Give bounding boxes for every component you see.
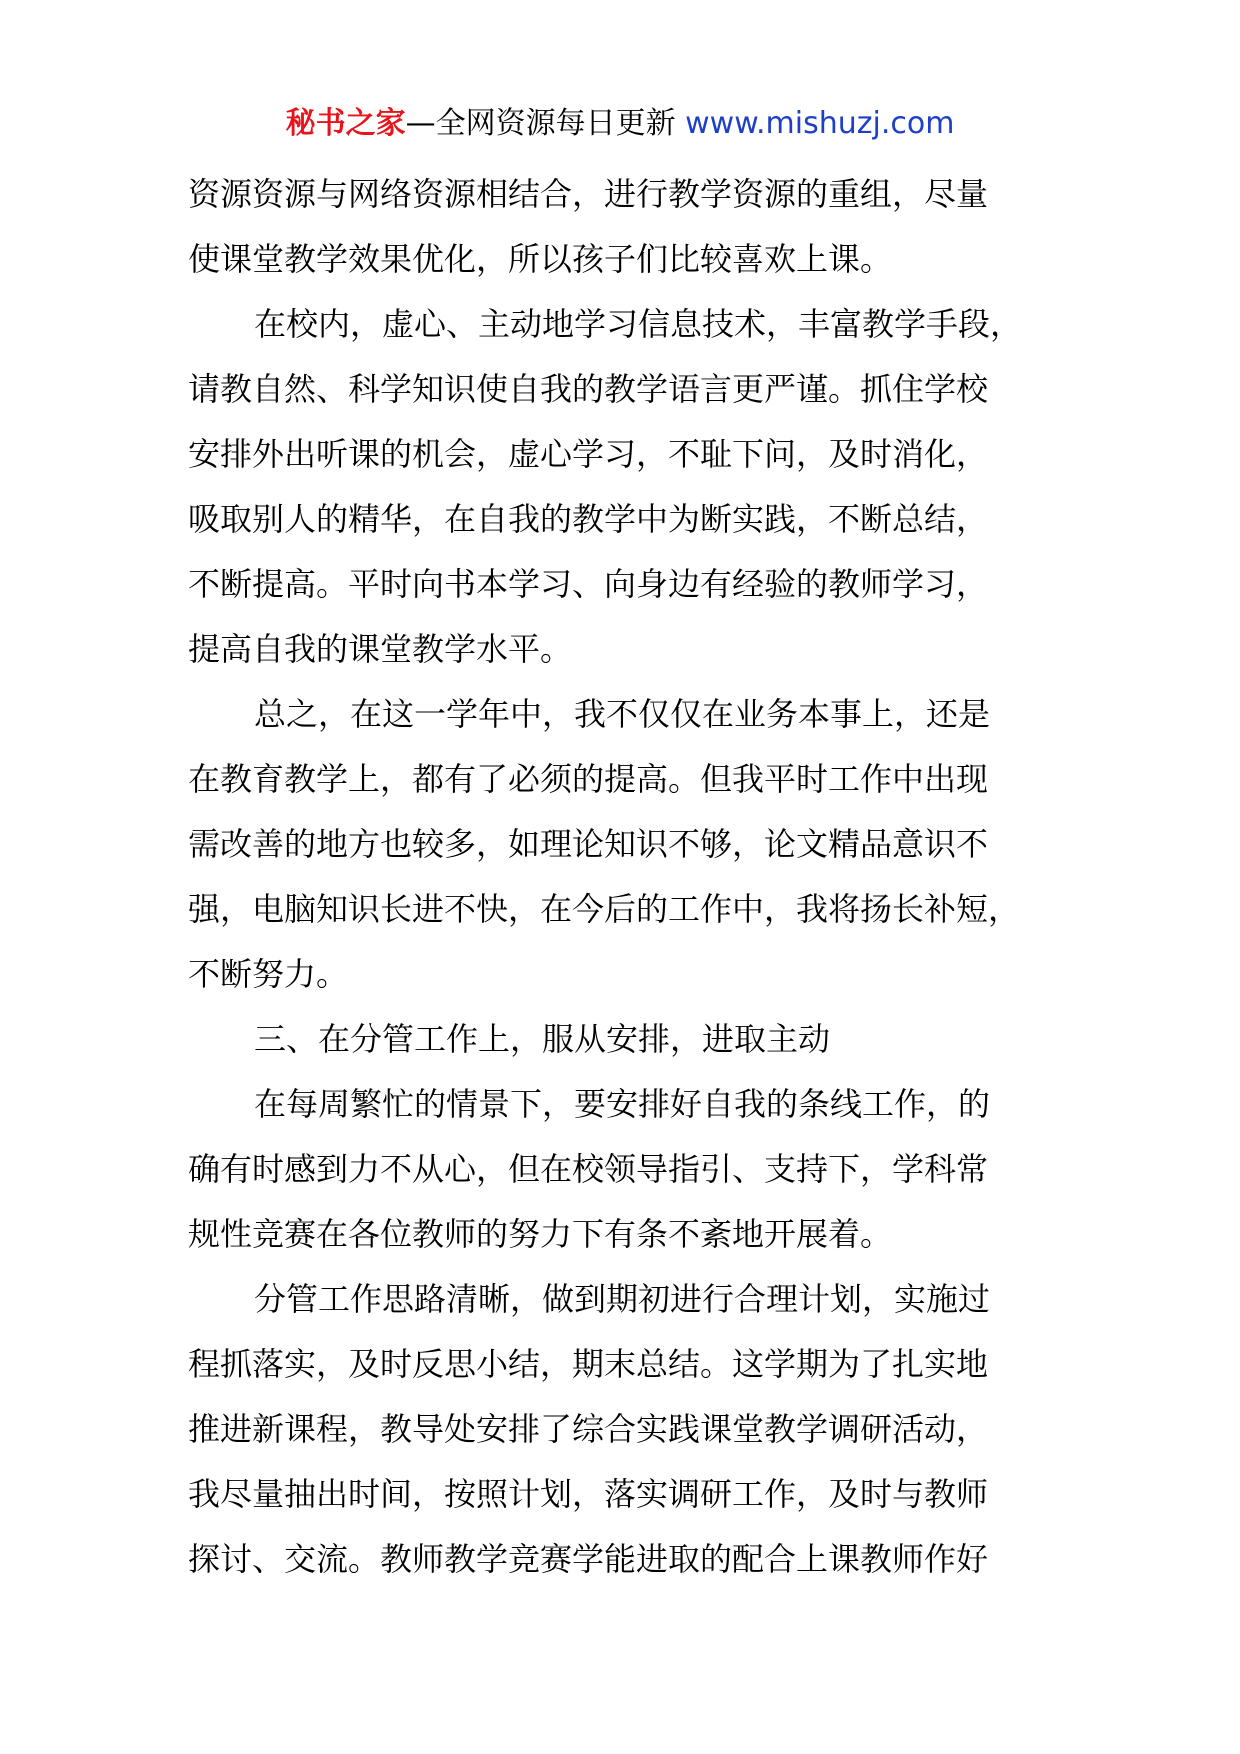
text-line: 强，电脑知识长进不快，在今后的工作中，我将扬长补短， — [188, 890, 1021, 928]
text-line: 资源资源与网络资源相结合，进行教学资源的重组，尽量 — [188, 175, 989, 213]
text-line: 规性竞赛在各位教师的努力下有条不紊地开展着。 — [188, 1215, 893, 1253]
text-line: 不断提高。平时向书本学习、向身边有经验的教师学习， — [188, 565, 989, 603]
paragraph-start: 在每周繁忙的情景下，要安排好自我的条线工作，的 — [254, 1085, 991, 1123]
text-line: 使课堂教学效果优化，所以孩子们比较喜欢上课。 — [188, 240, 893, 278]
text-line: 提高自我的课堂教学水平。 — [188, 630, 573, 668]
text-line: 在教育教学上，都有了必须的提高。但我平时工作中出现 — [188, 760, 989, 798]
text-line: 请教自然、科学知识使自我的教学语言更严谨。抓住学校 — [188, 370, 989, 408]
header-tagline: —全网资源每日更新 — [405, 106, 676, 141]
text-line: 吸取别人的精华，在自我的教学中为断实践，不断总结， — [188, 500, 989, 538]
brand-name: 秘书之家 — [285, 106, 406, 141]
text-line: 确有时感到力不从心，但在校领导指引、支持下，学科常 — [188, 1150, 989, 1188]
site-url[interactable]: www.mishuzj.com — [685, 106, 955, 141]
document-body — [188, 162, 1068, 1592]
text-line: 不断努力。 — [188, 955, 349, 993]
text-line: 我尽量抽出时间，按照计划，落实调研工作，及时与教师 — [188, 1475, 989, 1513]
text-line: 探讨、交流。教师教学竞赛学能进取的配合上课教师作好 — [188, 1540, 989, 1578]
text-line: 安排外出听课的机会，虚心学习，不耻下问，及时消化， — [188, 435, 989, 473]
text-line: 程抓落实，及时反思小结，期末总结。这学期为了扎实地 — [188, 1345, 989, 1383]
paragraph-start: 分管工作思路清晰，做到期初进行合理计划，实施过 — [254, 1280, 991, 1318]
text-line: 推进新课程，教导处安排了综合实践课堂教学调研活动， — [188, 1410, 989, 1448]
paragraph-start: 总之，在这一学年中，我不仅仅在业务本事上，还是 — [254, 695, 991, 733]
section-heading: 三、在分管工作上，服从安排，进取主动 — [254, 1020, 831, 1058]
page-header — [0, 102, 1240, 146]
text-line: 需改善的地方也较多，如理论知识不够，论文精品意识不 — [188, 825, 989, 863]
paragraph-start: 在校内，虚心、主动地学习信息技术，丰富教学手段， — [254, 305, 1023, 343]
